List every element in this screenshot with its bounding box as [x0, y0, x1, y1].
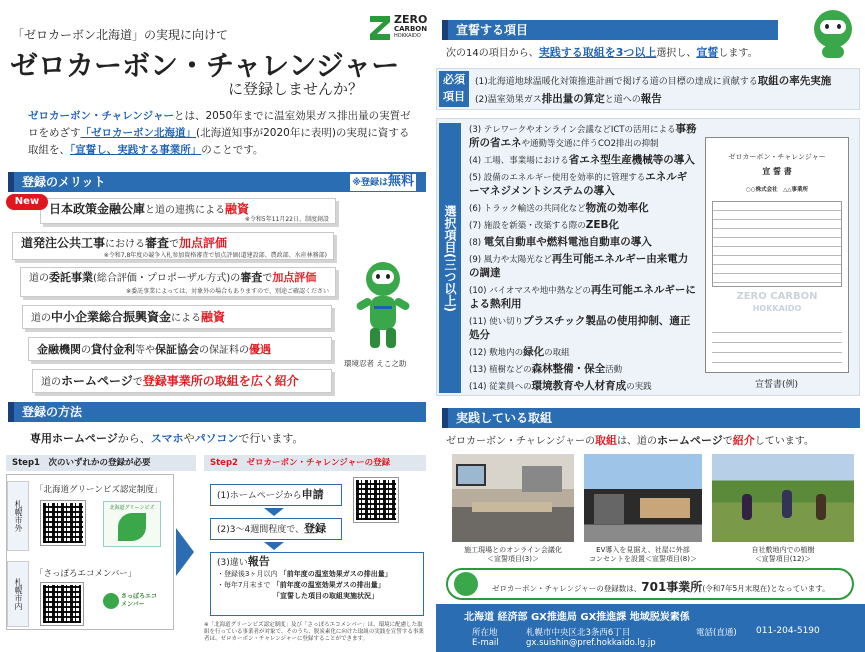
merit-2-c: 審査 [145, 236, 170, 250]
caption-1-a: 施工現場とのオンライン会議化 [464, 546, 562, 554]
pledge-doc-sub: 宣 誓 書 [762, 167, 792, 176]
selected-item-n: (5) 設備のエネルギー使用を効率的に管理する [469, 173, 646, 183]
count-c: (令和7年5月末現在)となっています。 [702, 584, 830, 593]
pledge-lead-d: 宣誓 [696, 46, 719, 59]
green-biz-qr [41, 501, 85, 545]
pledge-lead-c: 選択し、 [656, 48, 697, 59]
selected-item [469, 154, 697, 168]
intro-text-4: 取組を、 [28, 144, 70, 156]
caption-1-b: ＜宣誓項目(3)＞ [487, 555, 539, 563]
step2-register-a: (2)3～4週間程度で、 [217, 525, 305, 535]
merit-5-f: の保証料の [199, 345, 249, 356]
selected-item-n: (4) 工場、事業場における [469, 156, 569, 166]
intro-text-5: のことです。 [201, 144, 264, 156]
logo [370, 14, 432, 44]
pledge-doc-caption: 宣誓書(例) [755, 380, 799, 390]
footer-tel-label: 電話(直通) [696, 628, 737, 638]
selected-item [469, 346, 697, 360]
practice-lead [446, 432, 814, 448]
merit-heading: 登録のメリット [22, 175, 106, 189]
step2-report-b: 報告 [247, 555, 270, 568]
merit-5-e: 保証協会 [155, 343, 199, 356]
footer [436, 604, 865, 652]
merit-3 [20, 267, 336, 297]
merit-3-f: 加点評価 [272, 271, 317, 284]
caption-3 [712, 546, 854, 564]
merit-3-d: 審査 [240, 271, 263, 284]
pledge-heading-bar [442, 20, 778, 40]
footer-dept: 北海道 経済部 GX推進局 GX推進課 地域脱炭素係 [464, 612, 690, 623]
selected-item-b: エネルギーマネジメントシステムの導入 [469, 171, 688, 197]
method-footnote: ※「北海道グリーンビズ認定制度」及び「さっぽろエコメンバー」は、環境に配慮した取組を行っている事業者が対象で、そのうち、脱炭素化に向けた取組の実践を宣誓する事業者は、ゼロカーボン・チャレンジャーに登録することができます。 [204, 622, 424, 642]
mascot-top-right [810, 8, 856, 58]
pledge-doc-company: ○○株式会社 △△事業所 [745, 187, 809, 193]
merit-5-a: 金融機関 [37, 343, 81, 356]
selected-item-t: の実践 [626, 382, 652, 392]
method-lead [30, 430, 303, 446]
photo-tree-planting [712, 454, 854, 542]
step1-header: Step1 次のいずれかの登録が必要 [6, 455, 196, 471]
eco-member-title: 「さっぽろエコメンバー」 [35, 569, 137, 579]
required-label: 必須項目 [439, 71, 469, 107]
required-1-a: (1)北海道地球温暖化対策推進計画で掲げる道の目標の達成に貢献する [475, 77, 758, 87]
green-biz-title: 「北海道グリーンビズ認定制度」 [35, 485, 163, 495]
caption-2-b: コンセントを設置＜宣誓項目(8)＞ [589, 555, 697, 563]
eco-member-logo-text: さっぽろエコメンバー [121, 593, 158, 608]
photo-online-meeting [452, 454, 574, 542]
pledge-doc-watermark-1: ZERO CARBON [736, 291, 818, 302]
footer-addr: 札幌市中央区北3条西6丁目 [526, 628, 631, 638]
footer-mail[interactable]: gx.suishin@pref.hokkaido.lg.jp [526, 638, 656, 648]
selected-item-b: 再生可能エネルギーによる熱利用 [469, 284, 696, 310]
merit-3-a: 道の [29, 273, 49, 284]
mascot-caption: 環境忍者 えこ之助 [344, 359, 407, 368]
merit-1-c: 融資 [225, 202, 250, 216]
pledge-heading: 宣誓する項目 [456, 23, 529, 37]
merit-2-e: 加点評価 [179, 236, 228, 250]
intro-zero-carbon: 「ゼロカーボン北海道」 [80, 127, 196, 139]
selected-item-b: 物流の効率化 [585, 202, 649, 214]
footer-addr-label: 所在地 [472, 628, 498, 638]
merit-2 [12, 232, 334, 260]
selected-item-b: 電気自動車や燃料電池自動車の導入 [483, 236, 652, 248]
count-a: ゼロカーボン・チャレンジャーの登録数は、 [492, 584, 642, 593]
merit-2-d: で [169, 239, 180, 250]
step2-header: Step2 ゼロカーボン・チャレンジャーの登録 [204, 455, 426, 471]
intro-text [28, 108, 428, 159]
selected-panel [436, 118, 860, 396]
mascot-small [454, 572, 478, 596]
practice-lead-c: は、道の [617, 436, 657, 447]
practice-lead-d: ホームページ [657, 434, 723, 447]
method-lead-b: から、 [117, 432, 151, 445]
practice-lead-e: で [722, 436, 733, 447]
eco-member-logo [103, 589, 161, 621]
step2-qr [354, 478, 398, 522]
merit-2-note: ※令和7,8年度の競争入札参加資格審査で加点評価(道建設部、農政部、水産林務部) [103, 252, 327, 259]
practice-heading: 実践している取組 [456, 411, 553, 425]
required-2-c: と道への [604, 95, 641, 105]
green-biz-leaf-icon [118, 513, 146, 541]
method-lead-e: パソコン [194, 432, 239, 445]
step2-report-g: 「宣誓した項目の取組実施状況」 [273, 592, 378, 600]
selected-item-n: (3) テレワークやオンライン会議などICTの活用による [469, 125, 676, 135]
footer-mail-label: E-mail [472, 638, 499, 648]
merit-5 [28, 337, 332, 361]
step2-register [210, 518, 342, 540]
merit-1-a: 日本政策金融公庫 [49, 202, 146, 216]
selected-item-t: 活動 [605, 365, 623, 375]
selected-item [469, 236, 697, 250]
practice-lead-a: ゼロカーボン・チャレンジャーの [446, 436, 595, 447]
sapporo-in-label: 札幌市内 [7, 561, 29, 627]
selected-item [469, 380, 697, 394]
selected-label: 選択項目(三つ以上) [439, 123, 461, 393]
intro-term: ゼロカーボン・チャレンジャー [28, 110, 174, 122]
page-title: ゼロカーボン・チャレンジャー [10, 49, 400, 82]
selected-items-list [469, 123, 697, 397]
selected-item-b: 森林整備・保全 [531, 363, 606, 375]
page-subtitle: に登録しませんか？ [228, 80, 364, 98]
logo-text-2: CARBON [394, 25, 428, 33]
caption-3-b: ＜宣誓項目(12)＞ [754, 555, 812, 563]
required-2-a: (2)温室効果ガス [475, 95, 542, 105]
selected-item [469, 315, 697, 343]
step2-apply [210, 484, 342, 506]
caption-3-a: 自社敷地内での植樹 [751, 546, 815, 554]
practice-lead-g: しています。 [754, 436, 814, 447]
pledge-lead [446, 44, 758, 60]
selected-item-b: 省エネ型生産機械等の導入 [568, 154, 695, 166]
intro-text-2: ロをめざす [28, 127, 81, 139]
required-2-b: 排出量の算定 [541, 93, 605, 105]
merit-6-b: ホームページ [61, 374, 133, 388]
merit-4-c: による [171, 313, 202, 324]
pledge-lead-a: 次の14の項目から、 [446, 48, 539, 59]
step-arrow [176, 528, 194, 576]
merit-1-note: ※令和5年11月22日、制度創設 [244, 216, 329, 223]
merit-5-b: の [81, 345, 91, 356]
pledge-lead-e: します。 [718, 48, 758, 59]
merit-4-b: 中小企業総合振興資金 [51, 310, 172, 324]
merit-heading-bar [8, 172, 426, 192]
step1-panel [6, 474, 174, 630]
required-1-b: 取組の率先実施 [757, 75, 832, 87]
merit-6-d: 登録事業所の取組を広く紹介 [142, 374, 299, 388]
caption-2 [584, 546, 702, 564]
step2-apply-a: (1)ホームページから [217, 491, 302, 501]
merit-6-a: 道の [41, 377, 61, 388]
method-lead-f: で行います。 [238, 432, 304, 445]
selected-item-t: や通勤等交通に伴うCO2排出の抑制 [521, 139, 659, 149]
step2-register-b: 登録 [304, 522, 327, 535]
merit-5-c: 貸付金利 [91, 343, 135, 356]
green-biz-logo-text: 北海道グリーンビズ [109, 505, 155, 511]
method-lead-d: や [183, 432, 195, 445]
selected-item [469, 253, 697, 281]
pledge-doc-watermark-2: HOKKAIDO [752, 304, 802, 313]
sapporo-out-label: 札幌市外 [7, 481, 29, 551]
selected-item-n: (6) トラック輸送の共同化など [469, 204, 586, 214]
selected-item-b: プラスチック製品の使用抑制、適正処分 [469, 315, 691, 341]
selected-item-b: 事務所の省エネ [469, 123, 697, 149]
selected-item [469, 202, 697, 216]
merit-3-note: ※委託事業によっては、対象外の場合もありますので、別途ご確認ください [126, 288, 329, 295]
intro-text-3: (北海道知事が2020年に表明)の実現に資する [196, 127, 410, 139]
selected-item-n: (10) バイオマスや地中熱などの [469, 286, 591, 296]
pledge-lead-b: 実践する取組を3つ以上 [538, 46, 657, 59]
green-biz-logo [103, 501, 161, 547]
footer-tel: 011-204-5190 [756, 626, 820, 636]
selected-item-b: 環境教育や人材育成 [531, 380, 627, 392]
merit-5-g: 優遇 [249, 343, 271, 356]
practice-lead-f: 紹介 [732, 434, 755, 447]
selected-item-b: ZEB化 [585, 219, 620, 231]
merit-6-c: で [132, 377, 143, 388]
merit-4 [22, 305, 332, 329]
pledge-doc-title: ゼロカーボン・チャレンジャー [728, 153, 826, 161]
step2-report-f: 「前年度の温室効果ガスの排出量」 [272, 581, 385, 589]
merit-6 [32, 369, 332, 393]
selected-item [469, 123, 697, 151]
required-panel [436, 68, 860, 110]
caption-2-a: EV導入を見据え、社屋に外部 [596, 546, 690, 554]
selected-item [469, 219, 697, 233]
selected-item-t: の取組 [544, 348, 570, 358]
merit-1-b: と道の連携による [145, 205, 226, 216]
selected-item-n: (7) 施設を新築・改築する際の [469, 221, 586, 231]
pre-title: 「ゼロカーボン北海道」の実現に向けて [12, 28, 229, 42]
merit-2-a: 道発注公共工事 [21, 236, 106, 250]
pledge-doc [705, 137, 849, 373]
merit-4-a: 道の [31, 313, 51, 324]
logo-icon [370, 16, 390, 40]
selected-item [469, 363, 697, 377]
logo-text-3: HOKKAIDO [394, 33, 421, 39]
photo-ev-outlet [584, 454, 702, 542]
method-lead-a: 専用ホームページ [30, 432, 118, 445]
count-b: 701事業所 [641, 580, 703, 594]
selected-item-n: (14) 従業員への [469, 382, 532, 392]
intro-pledge: 「宣誓し、実践する事業所」 [70, 144, 202, 156]
method-heading: 登録の方法 [22, 405, 83, 419]
pledge-doc-watermark [712, 291, 842, 315]
required-2-d: 報告 [640, 93, 662, 105]
intro-text-1: とは、2050年までに温室効果ガス排出量の実質ゼ [173, 110, 411, 122]
merit-2-b: における [105, 239, 146, 250]
step2-report-c: ・登録後3ヶ月以内 [217, 570, 278, 578]
merit-3-b: 委託事業 [49, 271, 93, 284]
step2-apply-b: 申請 [301, 488, 324, 501]
free-pre: ※登録は [352, 178, 388, 188]
step2-down-arrow-2 [264, 542, 284, 550]
logo-text-1: ZERO [394, 13, 428, 26]
step2-panel [204, 474, 426, 620]
step2-down-arrow-1 [264, 508, 284, 516]
selected-item-n: (8) [469, 238, 484, 248]
merit-5-d: 等や [135, 345, 155, 356]
selected-item-b: 再生可能エネルギー由来電力の調達 [469, 253, 689, 279]
selected-item-n: (9) 風力や太陽光など [469, 255, 552, 265]
step2-report-e: ・毎年7月末まで [217, 581, 271, 589]
practice-lead-b: 取組 [595, 434, 617, 447]
method-heading-bar [8, 402, 426, 422]
selected-item [469, 284, 697, 312]
pledge-doc-body [712, 201, 842, 287]
step2-report-d: 「前年度の温室効果ガスの排出量」 [279, 570, 392, 578]
selected-item-b: 緑化 [523, 346, 545, 358]
merit-3-c: (総合評価・プロポーザル方式)の [93, 273, 241, 284]
merit-1 [40, 198, 336, 224]
free-label: 無料 [387, 174, 414, 189]
step2-report-a: (3)違い [217, 558, 248, 568]
mascot-ninja [350, 262, 416, 354]
practice-heading-bar [442, 408, 860, 428]
selected-item [469, 171, 697, 199]
selected-item-n: (13) 植樹などの [469, 365, 532, 375]
count-box [446, 568, 854, 600]
pledge-doc-lines [712, 323, 842, 363]
selected-item-n: (11) 使い切り [469, 317, 524, 327]
merit-4-d: 融資 [201, 310, 226, 324]
eco-member-icon [103, 593, 119, 609]
caption-1 [452, 546, 574, 564]
selected-item-n: (12) 敷地内の [469, 348, 524, 358]
step2-report [210, 552, 424, 616]
eco-member-qr [41, 583, 83, 625]
new-badge: New [6, 194, 48, 210]
method-lead-c: スマホ [150, 432, 184, 445]
merit-3-e: で [262, 273, 273, 284]
